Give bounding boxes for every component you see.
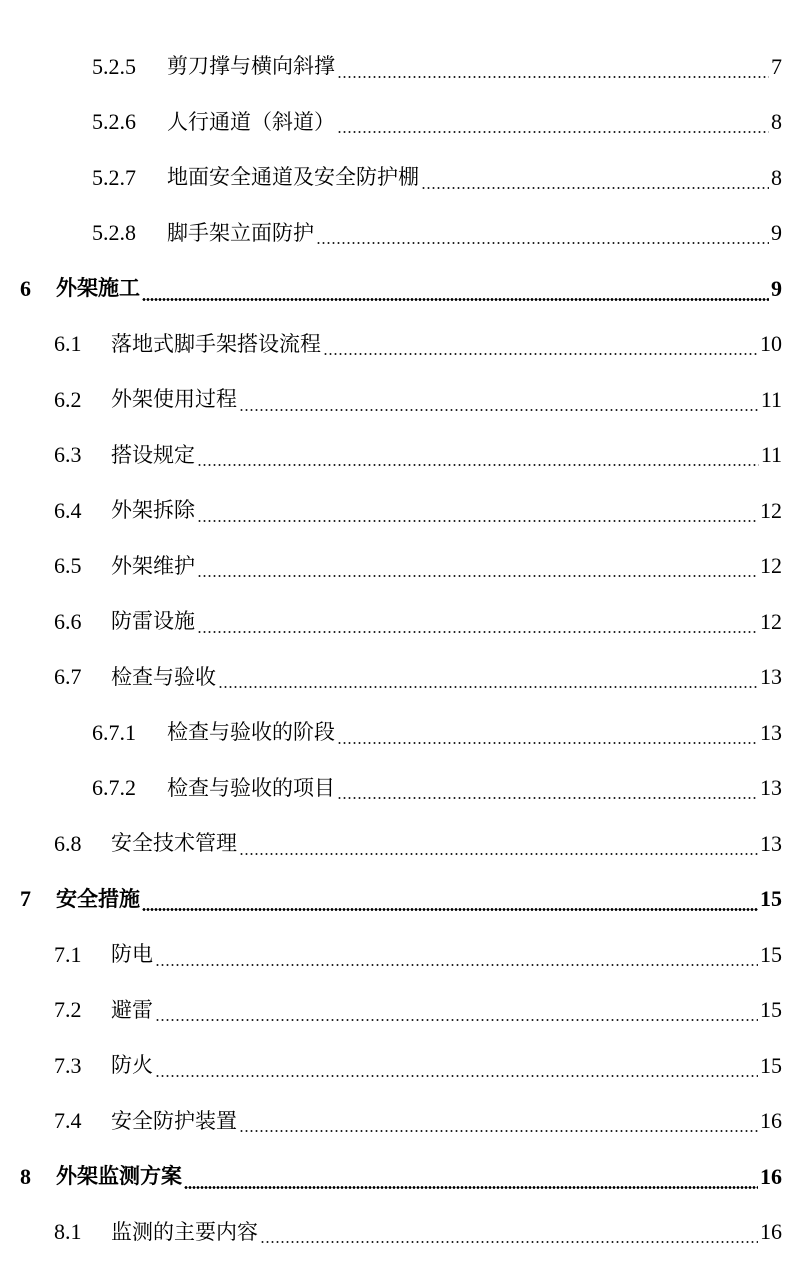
toc-entry-number: 5.2.5 [92,53,136,79]
toc-entry-number: 6.7.1 [92,719,136,745]
toc-entry-number: 7.3 [54,1052,82,1078]
dot-leader [184,1186,758,1189]
dot-leader [323,353,758,355]
table-of-contents [0,39,802,1260]
toc-entry-number: 5.2.8 [92,220,136,246]
toc-entry-title: 人行通道（斜道） [167,109,335,134]
toc-entry-title: 脚手架立面防护 [167,220,314,245]
toc-entry-page: 13 [760,830,782,856]
toc-entry-number: 8 [20,1163,31,1189]
toc-entry-page: 7 [771,53,782,79]
toc-entry-page: 16 [760,1108,782,1134]
toc-entry[interactable] [0,927,802,983]
toc-entry[interactable] [0,594,802,650]
toc-entry-title: 外架拆除 [111,498,195,523]
dot-leader [197,520,758,522]
dot-leader [239,853,758,855]
dot-leader [421,187,769,189]
toc-entry-page: 15 [760,941,782,967]
toc-entry-title: 检查与验收 [111,664,216,689]
toc-entry-number: 6.6 [54,608,82,634]
dot-leader [197,464,759,466]
toc-entry[interactable] [0,317,802,373]
toc-entry-number: 7 [20,886,31,912]
toc-entry[interactable] [0,483,802,539]
toc-entry-page: 11 [760,386,782,412]
toc-entry-title: 防火 [111,1053,153,1078]
toc-entry-page: 15 [760,997,782,1023]
dot-leader [197,631,758,633]
toc-chapter[interactable] [0,1149,802,1205]
toc-entry-number: 6.8 [54,830,82,856]
dot-leader [155,964,758,966]
toc-entry-title: 外架监测方案 [56,1164,182,1189]
toc-entry-page: 8 [771,109,782,135]
toc-entry-page: 16 [760,1163,782,1189]
toc-entry[interactable] [0,39,802,95]
dot-leader [337,76,769,78]
toc-entry-title: 安全技术管理 [111,831,237,856]
toc-entry[interactable] [0,206,802,262]
toc-entry-title: 搭设规定 [111,442,195,467]
dot-leader [316,242,769,244]
toc-entry[interactable] [0,539,802,595]
toc-entry-number: 7.4 [54,1108,82,1134]
toc-entry[interactable] [0,983,802,1039]
toc-entry[interactable] [0,705,802,761]
toc-chapter[interactable] [0,872,802,928]
toc-entry-title: 外架施工 [56,276,140,301]
toc-entry-number: 5.2.7 [92,164,136,190]
toc-entry[interactable] [0,816,802,872]
toc-entry-page: 15 [760,1052,782,1078]
toc-entry[interactable] [0,372,802,428]
toc-entry-title: 外架维护 [111,553,195,578]
toc-entry-page: 16 [760,1219,782,1245]
toc-entry-title: 剪刀撑与横向斜撑 [167,54,335,79]
toc-entry-title: 安全防护装置 [111,1108,237,1133]
toc-entry-number: 6.2 [54,386,82,412]
toc-entry-page: 11 [760,442,782,468]
toc-entry[interactable] [0,428,802,484]
toc-entry-number: 6 [20,275,31,301]
toc-entry-number: 6.7.2 [92,775,136,801]
dot-leader [260,1241,758,1243]
toc-entry[interactable] [0,1038,802,1094]
toc-entry-number: 6.4 [54,497,82,523]
toc-entry-page: 12 [760,608,782,634]
toc-entry-number: 5.2.6 [92,109,136,135]
toc-entry-title: 外架使用过程 [111,387,237,412]
toc-chapter[interactable] [0,261,802,317]
dot-leader [239,409,759,411]
toc-entry-title: 避雷 [111,997,153,1022]
toc-entry-number: 7.2 [54,997,82,1023]
dot-leader [337,742,758,744]
toc-entry-page: 13 [760,719,782,745]
toc-entry-title: 地面安全通道及安全防护棚 [167,165,419,190]
toc-entry-title: 防电 [111,942,153,967]
toc-entry-title: 监测的主要内容 [111,1219,258,1244]
toc-entry[interactable] [0,1094,802,1150]
toc-entry[interactable] [0,150,802,206]
dot-leader [337,131,769,133]
dot-leader [142,298,769,301]
toc-entry-page: 15 [760,886,782,912]
dot-leader [142,908,758,911]
toc-entry-title: 防雷设施 [111,609,195,634]
toc-entry-title: 检查与验收的项目 [167,775,335,800]
toc-entry[interactable] [0,1205,802,1261]
dot-leader [337,797,758,799]
dot-leader [155,1075,758,1077]
toc-entry-page: 10 [760,331,782,357]
toc-entry[interactable] [0,95,802,151]
dot-leader [218,686,758,688]
toc-entry-page: 9 [771,275,782,301]
toc-entry-number: 7.1 [54,941,82,967]
toc-entry[interactable] [0,761,802,817]
toc-entry-number: 6.3 [54,442,82,468]
toc-entry-page: 13 [760,775,782,801]
toc-entry-number: 8.1 [54,1219,82,1245]
dot-leader [155,1019,758,1021]
toc-entry-title: 安全措施 [56,886,140,911]
toc-entry-number: 6.5 [54,553,82,579]
toc-entry-title: 检查与验收的阶段 [167,720,335,745]
toc-entry-page: 13 [760,664,782,690]
dot-leader [197,575,758,577]
toc-entry-title: 落地式脚手架搭设流程 [111,331,321,356]
dot-leader [239,1130,758,1132]
toc-entry-page: 12 [760,497,782,523]
toc-entry-page: 12 [760,553,782,579]
toc-entry-number: 6.1 [54,331,82,357]
toc-entry-page: 9 [771,220,782,246]
toc-entry-number: 6.7 [54,664,82,690]
toc-entry-page: 8 [771,164,782,190]
toc-entry[interactable] [0,650,802,706]
